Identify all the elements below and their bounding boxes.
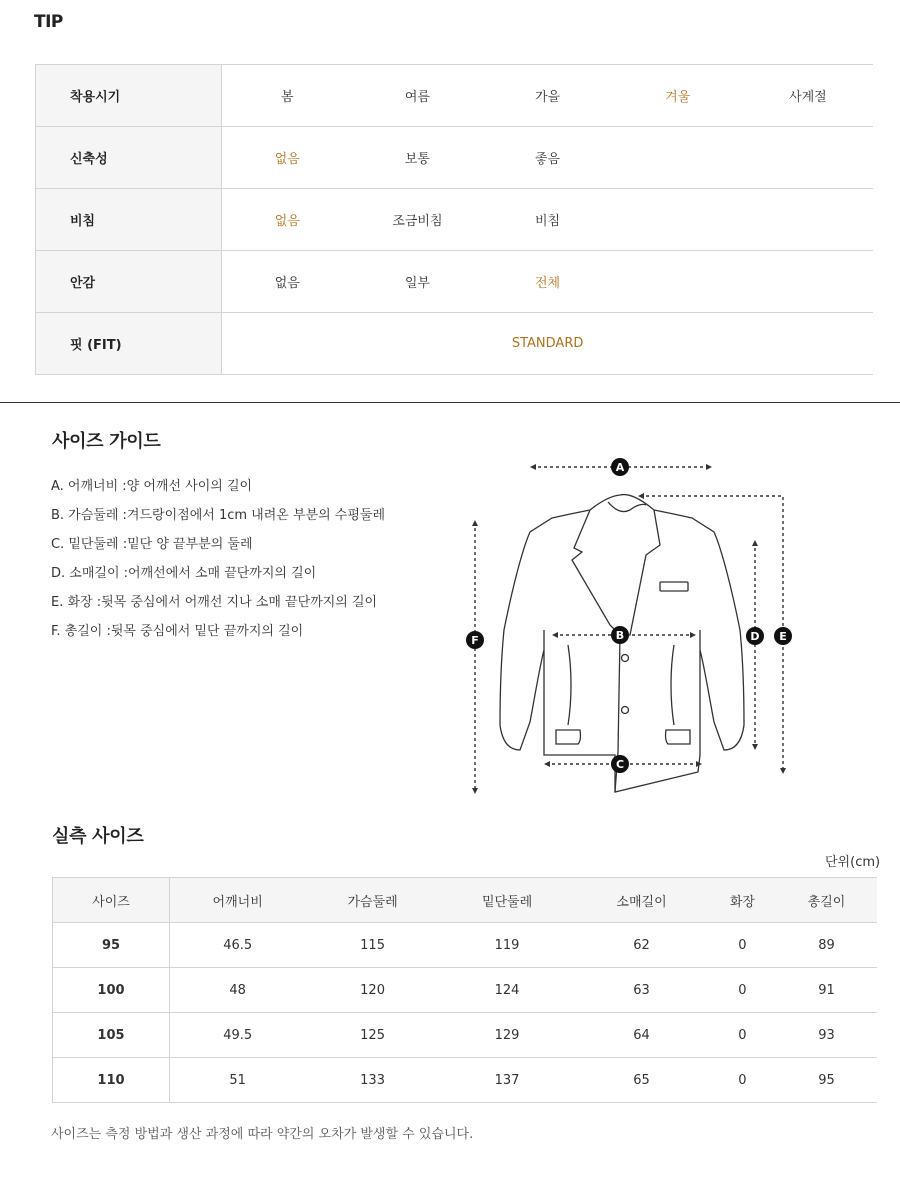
size-table-header-cell: 사이즈 [53, 878, 170, 923]
marker-label: D [750, 630, 760, 643]
tip-option: 보통 [352, 127, 482, 189]
tip-option: 없음 [222, 127, 353, 189]
arrow-a-left [530, 464, 536, 470]
size-guide-title: 사이즈 가이드 [52, 431, 161, 452]
size-guide-item: A. 어깨너비 :양 어깨선 사이의 길이 [51, 479, 253, 494]
tip-row-label: 신축성 [36, 127, 222, 189]
arrow-c-left [544, 761, 550, 767]
size-value-cell: 137 [440, 1058, 574, 1103]
marker-b [611, 626, 629, 644]
tip-option: 전체 [483, 251, 613, 313]
size-value-cell: 0 [709, 968, 776, 1013]
size-label-cell: 105 [53, 1013, 170, 1058]
tip-row [36, 127, 874, 189]
tip-row-label: 비침 [36, 189, 222, 251]
arrow-e-left [638, 493, 644, 499]
tip-empty-cell [613, 127, 743, 189]
tip-row-label: 착용시기 [36, 65, 222, 127]
arrow-f-bottom [472, 788, 478, 794]
tip-title: TIP [34, 12, 63, 32]
tip-option: 겨울 [613, 65, 743, 127]
size-table-header-cell: 어깨너비 [170, 878, 306, 923]
tip-empty-cell [613, 251, 743, 313]
arrow-d-top [752, 540, 758, 546]
tip-option: 좋음 [483, 127, 613, 189]
size-value-cell: 51 [170, 1058, 306, 1103]
size-guide-list [51, 478, 385, 652]
tip-option: 비침 [483, 189, 613, 251]
size-table-header-cell: 밑단둘레 [440, 878, 574, 923]
table-row [53, 968, 878, 1013]
arrow-e-bottom [780, 768, 786, 774]
tip-empty-cell [743, 127, 873, 189]
arrow-a-right [706, 464, 712, 470]
size-table-header-cell: 소매길이 [574, 878, 708, 923]
size-value-cell: 129 [440, 1013, 574, 1058]
size-value-cell: 124 [440, 968, 574, 1013]
table-row [53, 1013, 878, 1058]
tip-option: 봄 [222, 65, 353, 127]
tip-row [36, 189, 874, 251]
size-guide-item: C. 밑단둘레 :밑단 양 끝부분의 둘레 [51, 537, 253, 552]
size-value-cell: 64 [574, 1013, 708, 1058]
marker-f [466, 631, 484, 649]
size-value-cell: 0 [709, 923, 776, 968]
arrow-b-left [552, 632, 558, 638]
tip-row [36, 65, 874, 127]
size-value-cell: 48 [170, 968, 306, 1013]
size-value-cell: 89 [776, 923, 877, 968]
size-value-cell: 95 [776, 1058, 877, 1103]
size-value-cell: 49.5 [170, 1013, 306, 1058]
size-value-cell: 133 [305, 1058, 439, 1103]
tip-empty-cell [743, 251, 873, 313]
marker-a [611, 458, 629, 476]
size-value-cell: 93 [776, 1013, 877, 1058]
tip-option: 사계절 [743, 65, 873, 127]
size-value-cell: 0 [709, 1013, 776, 1058]
size-guide-item: E. 화장 :뒷목 중심에서 어깨선 지나 소매 끝단까지의 길이 [51, 595, 378, 610]
arrow-f-top [472, 520, 478, 526]
tip-row [36, 313, 874, 375]
tip-row [36, 251, 874, 313]
arrow-b-right [690, 632, 696, 638]
size-note: 사이즈는 측정 방법과 생산 과정에 따라 약간의 오차가 발생할 수 있습니다. [51, 1127, 474, 1142]
size-table-header-cell: 화장 [709, 878, 776, 923]
marker-e [774, 627, 792, 645]
size-value-cell: 115 [305, 923, 439, 968]
size-label-cell: 110 [53, 1058, 170, 1103]
section-divider [0, 402, 900, 403]
tip-option: 없음 [222, 189, 353, 251]
jacket-button-1 [622, 655, 629, 662]
tip-fit-value: STANDARD [222, 313, 873, 375]
marker-label: C [615, 758, 625, 771]
size-value-cell: 65 [574, 1058, 708, 1103]
size-value-cell: 91 [776, 968, 877, 1013]
tip-row-label: 안감 [36, 251, 222, 313]
size-guide-item: B. 가슴둘레 :겨드랑이점에서 1cm 내려온 부분의 수평둘레 [51, 508, 386, 523]
size-value-cell: 62 [574, 923, 708, 968]
size-value-cell: 119 [440, 923, 574, 968]
tip-empty-cell [613, 189, 743, 251]
size-table [52, 877, 877, 1103]
tip-row-label: 핏 (FIT) [36, 313, 222, 375]
size-table-header-cell: 가슴둘레 [305, 878, 439, 923]
size-label-cell: 95 [53, 923, 170, 968]
jacket-right-pocket [666, 730, 690, 744]
tip-option: 여름 [352, 65, 482, 127]
tip-option: 가을 [483, 65, 613, 127]
marker-d [746, 627, 764, 645]
measure-title: 실측 사이즈 [52, 826, 144, 847]
marker-label: A [615, 461, 625, 474]
marker-c [611, 755, 629, 773]
table-row [53, 1058, 878, 1103]
tip-table [35, 64, 873, 375]
tip-empty-cell [743, 189, 873, 251]
marker-label: E [779, 630, 787, 643]
size-value-cell: 125 [305, 1013, 439, 1058]
jacket-collar [572, 510, 660, 635]
jacket-button-2 [622, 707, 629, 714]
tip-option: 일부 [352, 251, 482, 313]
tip-option: 없음 [222, 251, 353, 313]
size-table-header [53, 878, 878, 923]
unit-label: 단위(cm) [825, 855, 881, 870]
table-row [53, 923, 878, 968]
marker-label: B [615, 629, 625, 642]
jacket-diagram [460, 450, 820, 800]
tip-option: 조금비침 [352, 189, 482, 251]
size-guide-item: F. 총길이 :뒷목 중심에서 밑단 끝까지의 길이 [51, 624, 304, 639]
size-value-cell: 46.5 [170, 923, 306, 968]
size-value-cell: 0 [709, 1058, 776, 1103]
jacket-lapel [608, 502, 646, 512]
size-value-cell: 120 [305, 968, 439, 1013]
arrow-d-bottom [752, 744, 758, 750]
size-label-cell: 100 [53, 968, 170, 1013]
jacket-chest-pocket [660, 582, 688, 591]
size-value-cell: 63 [574, 968, 708, 1013]
size-table-header-cell: 총길이 [776, 878, 877, 923]
marker-label: F [471, 634, 479, 647]
size-guide-item: D. 소매길이 :어깨선에서 소매 끝단까지의 길이 [51, 566, 317, 581]
jacket-left-pocket [556, 730, 580, 744]
